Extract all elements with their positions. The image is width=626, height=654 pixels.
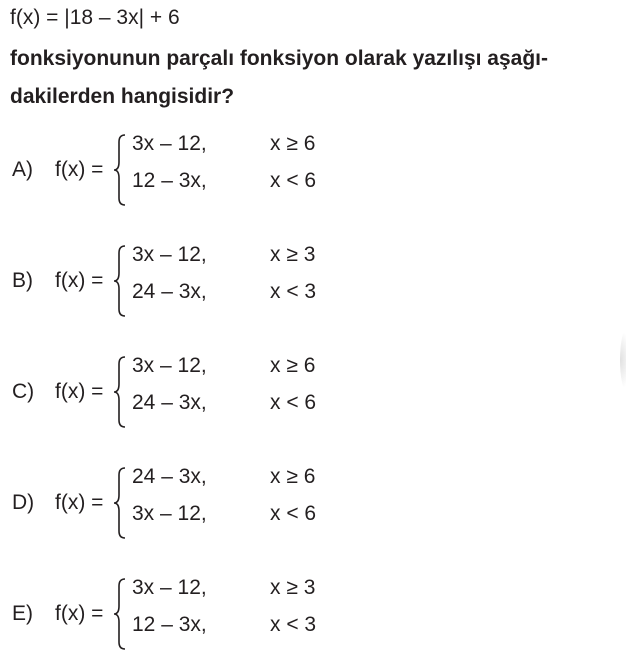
option-letter: D) — [12, 491, 35, 514]
piece-condition-2: x < 6 — [270, 169, 317, 192]
piece-expression-2: 12 – 3x, — [132, 613, 207, 636]
function-label: f(x) = — [55, 269, 104, 292]
option-b[interactable] — [0, 241, 626, 321]
piece-condition-2: x < 6 — [270, 391, 317, 414]
piece-condition-1: x ≥ 3 — [270, 576, 316, 599]
curly-brace-icon — [113, 245, 127, 317]
option-d[interactable] — [0, 463, 626, 543]
piece-expression-2: 12 – 3x, — [132, 169, 207, 192]
function-label: f(x) = — [55, 380, 104, 403]
piece-condition-2: x < 3 — [270, 613, 317, 636]
piece-expression-2: 24 – 3x, — [132, 280, 207, 303]
question-line-1: fonksiyonunun parçalı fonksiyon olarak yazılışı aşağı- — [10, 47, 548, 70]
option-a[interactable] — [0, 130, 626, 210]
function-label: f(x) = — [55, 158, 104, 181]
option-c[interactable] — [0, 352, 626, 432]
piece-expression-1: 3x – 12, — [132, 132, 207, 155]
option-letter: C) — [12, 380, 35, 403]
curly-brace-icon — [113, 134, 127, 206]
piece-expression-1: 3x – 12, — [132, 576, 207, 599]
page-edge-shadow — [620, 330, 626, 390]
piece-expression-2: 3x – 12, — [132, 502, 207, 525]
curly-brace-icon — [113, 578, 127, 650]
piece-expression-1: 3x – 12, — [132, 243, 207, 266]
curly-brace-icon — [113, 356, 127, 428]
piece-expression-1: 24 – 3x, — [132, 465, 207, 488]
question-text — [10, 40, 616, 116]
question-line-2: dakilerden hangisidir? — [10, 85, 235, 108]
piece-condition-1: x ≥ 6 — [270, 132, 316, 155]
piece-condition-1: x ≥ 3 — [270, 243, 316, 266]
piece-expression-2: 24 – 3x, — [132, 391, 207, 414]
option-e[interactable] — [0, 574, 626, 654]
function-label: f(x) = — [55, 602, 104, 625]
function-label: f(x) = — [55, 491, 104, 514]
piece-condition-1: x ≥ 6 — [270, 465, 316, 488]
piece-condition-2: x < 3 — [270, 280, 317, 303]
option-letter: E) — [12, 602, 33, 625]
option-letter: A) — [12, 158, 33, 181]
piece-expression-1: 3x – 12, — [132, 354, 207, 377]
function-definition: f(x) = |18 – 3x| + 6 — [10, 6, 180, 29]
piece-condition-1: x ≥ 6 — [270, 354, 316, 377]
curly-brace-icon — [113, 467, 127, 539]
piece-condition-2: x < 6 — [270, 502, 317, 525]
option-letter: B) — [12, 269, 33, 292]
